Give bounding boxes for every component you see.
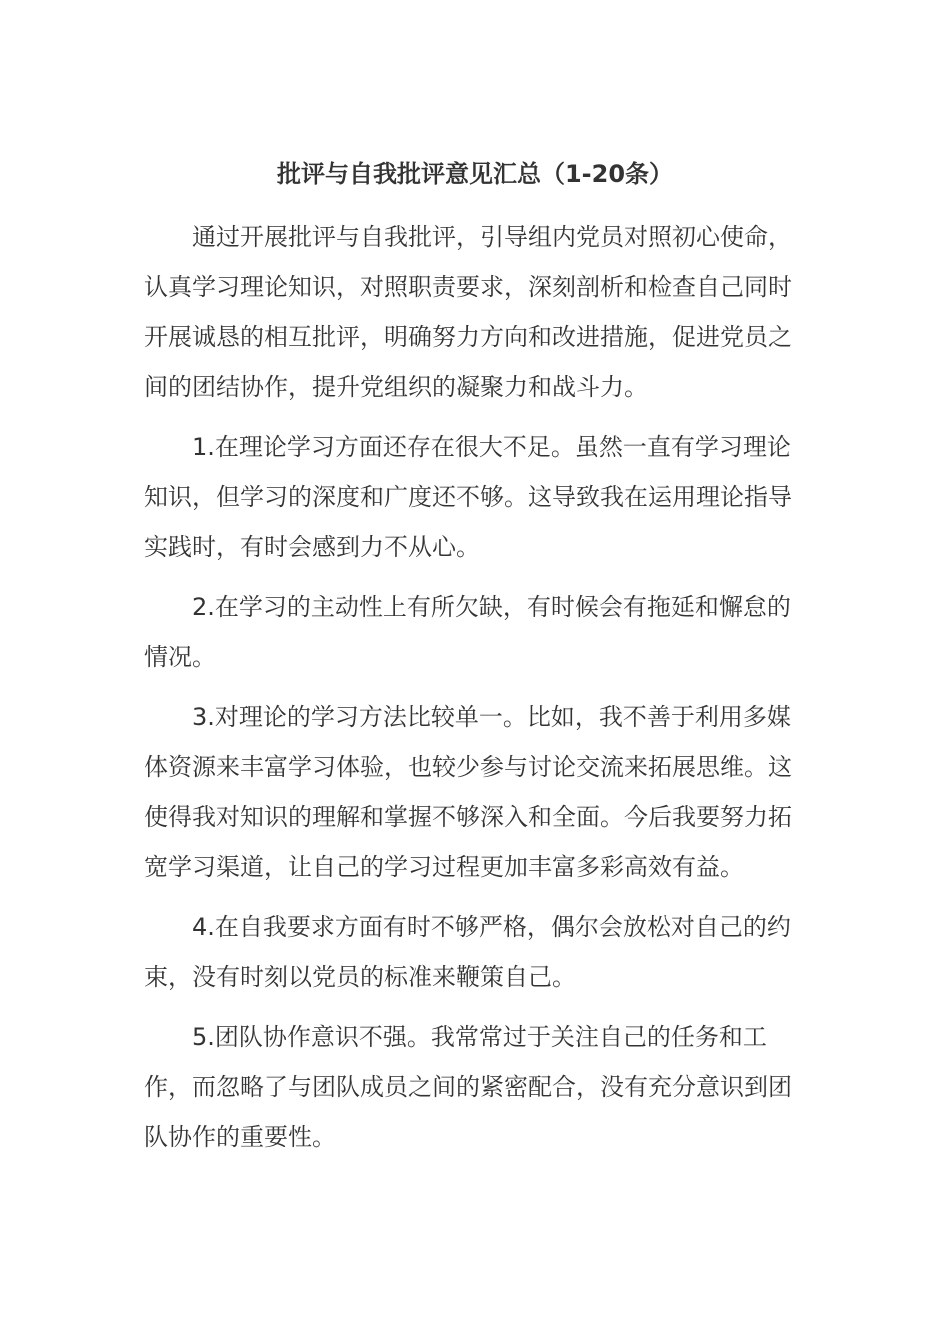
item-paragraph-5: 5.团队协作意识不强。我常常过于关注自己的任务和工作，而忽略了与团队成员之间的紧密配合，没有充分意识到团队协作的重要性。 <box>144 1023 792 1151</box>
document-body <box>144 212 809 1172</box>
item-paragraph-2: 2.在学习的主动性上有所欠缺，有时候会有拖延和懈怠的情况。 <box>144 593 791 671</box>
item-paragraph-3: 3.对理论的学习方法比较单一。比如，我不善于利用多媒体资源来丰富学习体验，也较少参与讨论交流来拓展思维。这使得我对知识的理解和掌握不够深入和全面。今后我要努力拓宽学习渠道，让自己的学习过程更加丰富多彩高效有益。 <box>144 703 792 881</box>
item-paragraph-1: 1.在理论学习方面还存在很大不足。虽然一直有学习理论知识，但学习的深度和广度还不够。这导致我在运用理论指导实践时，有时会感到力不从心。 <box>144 433 792 561</box>
item-paragraph-4: 4.在自我要求方面有时不够严格，偶尔会放松对自己的约束，没有时刻以党员的标准来鞭策自己。 <box>144 913 791 991</box>
document-title: 批评与自我批评意见汇总（1-20条） <box>276 160 674 188</box>
intro-paragraph: 通过开展批评与自我批评，引导组内党员对照初心使命，认真学习理论知识，对照职责要求，深刻剖析和检查自己同时开展诚恳的相互批评，明确努力方向和改进措施，促进党员之间的团结协作，提升党组织的凝聚力和战斗力。 <box>144 223 792 401</box>
